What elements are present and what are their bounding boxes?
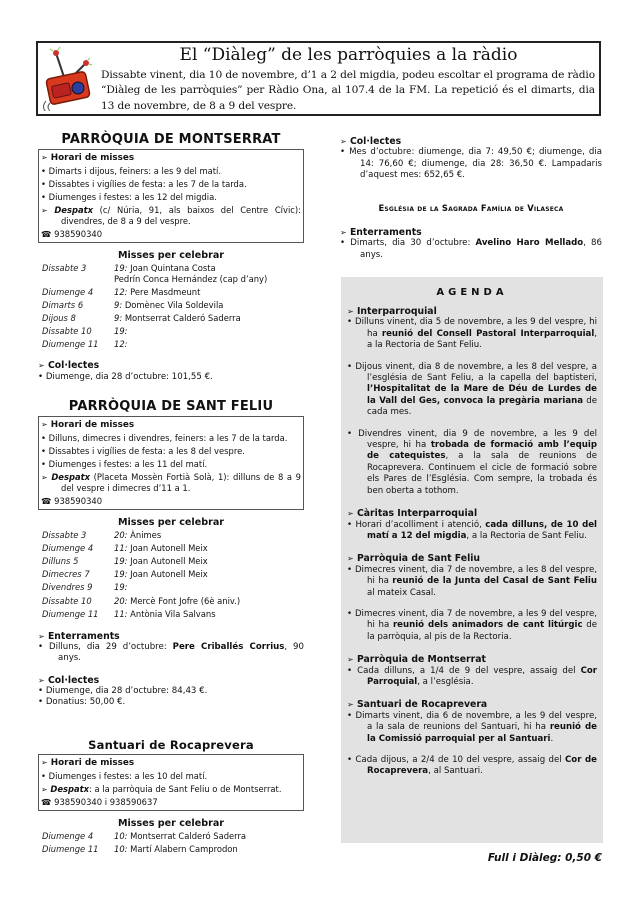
phone-icon: ☎ <box>41 496 52 507</box>
mass-hour: 20: <box>114 530 128 541</box>
agenda-item <box>347 362 597 419</box>
mass-day: Diumenge 11 <box>42 843 99 854</box>
mass-day: Dissabte 3 <box>42 530 87 541</box>
burial-suffix: , 90 anys. <box>58 642 304 664</box>
bullet-icon: • <box>38 685 44 696</box>
office-label: Despatx <box>50 783 90 794</box>
schedule-header: Horari de misses <box>50 757 135 768</box>
agenda-text: Cada dijous, a 2/4 de 10 del vespre, assaig del <box>355 755 565 765</box>
mass-hour: 12: <box>114 287 128 297</box>
collection-line: Donatius: 50,00 €. <box>45 697 126 708</box>
burial-name: Avelino Haro Mellado <box>475 238 584 249</box>
mass-hour: 11: <box>114 543 128 554</box>
santfeliu-info-box <box>38 416 304 510</box>
burial-prefix: Dilluns, dia 29 d’octubre: <box>49 642 173 653</box>
agenda-text: Cor de Rocaprevera <box>367 755 598 777</box>
agenda-text: reunió de la Junta del Casal de Sant Feliu <box>392 576 597 587</box>
agenda-section-header: Interparroquial <box>356 306 437 317</box>
agenda-item <box>347 565 597 599</box>
office-text: (c/ Núria, 91, als baixos del Centre Cívic): divendres, de 8 a 9 del vespre. <box>61 205 301 226</box>
radio-title: El “Diàleg” de les parròquies a la ràdio <box>179 45 518 65</box>
mass-names: Antònia Vila Salvans <box>130 608 216 619</box>
agenda-item <box>347 609 597 643</box>
mass-hour: 9: <box>114 313 123 324</box>
mass-hour: 19: <box>114 582 128 593</box>
arrow-icon: ➢ <box>41 420 48 430</box>
mass-row <box>42 263 304 274</box>
bullet-icon: • <box>38 371 44 382</box>
bullet-icon: • <box>41 192 46 202</box>
burials-header: Enterraments <box>349 227 422 239</box>
office-text: (Placeta Mossèn Fortià Solà, 1): dilluns de 8 a 9 del vespre i dimecres d’11 a 1. <box>61 472 301 494</box>
mass-hour: 10: <box>114 830 128 841</box>
mass-names: Joan Autonell Meix <box>130 556 208 567</box>
mass-day: Dissabte 10 <box>42 595 92 606</box>
mass-names: Pedrín Conca Hernández (cap d’any) <box>114 273 268 284</box>
rocaprevera-masses-title: Misses per celebrar <box>117 817 225 829</box>
mass-day: Diumenge 11 <box>42 608 99 619</box>
bullet-icon: • <box>347 519 353 530</box>
mass-day: Dissabte 10 <box>42 326 92 337</box>
mass-names: Martí Alabern Camprodon <box>130 843 238 854</box>
right-collections <box>340 136 602 181</box>
office-text: : a la parròquia de Sant Feliu o de Montserrat. <box>89 783 282 794</box>
left-column <box>38 132 304 856</box>
arrow-icon: ➢ <box>41 153 48 162</box>
schedule-line: Dissabtes i vigílies de festa: a les 8 del vespre. <box>48 446 245 457</box>
arrow-icon: ➢ <box>38 631 45 641</box>
arrow-icon: ➢ <box>41 206 48 215</box>
mass-day: Divendres 9 <box>42 582 93 593</box>
agenda-text: Divendres vinent, dia 9 de novembre, a les 9 del vespre, hi ha <box>358 428 597 451</box>
arrow-icon: ➢ <box>347 655 354 665</box>
schedule-line: Diumenges i festes: a les 10 del matí. <box>48 770 208 781</box>
agenda-text: . <box>550 733 554 744</box>
schedule-line: Dissabtes i vigílies de festa: a les 7 de la tarda. <box>48 179 247 189</box>
agenda-text: Dimarts vinent, dia 6 de novembre, a les 9 del vespre, a la sala de reunions del Santuari, hi ha <box>355 710 597 733</box>
collection-line: Mes d’octubre: diumenge, dia 7: 49,50 €; diumenge, dia 14: 76,60 €; diumenge, dia 28: 36,50 €. Lampadaris d’aquest mes: 652,65 €. <box>349 147 602 180</box>
montserrat-masses-title: Misses per celebrar <box>117 250 225 261</box>
mass-names: Montserrat Calderó Saderra <box>124 313 241 324</box>
burials-header: Enterraments <box>47 630 120 642</box>
mass-day: Diumenge 4 <box>42 830 94 841</box>
agenda-text: , a l’església. <box>417 676 474 687</box>
bullet-icon: • <box>340 238 346 249</box>
agenda-section-header: Parròquia de Montserrat <box>356 654 486 666</box>
collection-line: Diumenge, dia 28 d’octubre: 101,55 €. <box>45 371 213 382</box>
santfeliu-masses <box>42 529 304 621</box>
bullet-icon: • <box>41 446 46 457</box>
radio-announcement-box <box>36 41 601 116</box>
arrow-icon: ➢ <box>41 757 48 767</box>
mass-row <box>42 581 304 594</box>
agenda-text: trobada de formació amb l’equip de catequistes <box>367 440 597 462</box>
mass-names: Mercè Font Jofre (6è aniv.) <box>130 595 241 606</box>
rocaprevera-masses <box>42 830 304 856</box>
arrow-icon: ➢ <box>347 554 354 564</box>
schedule-header: Horari de misses <box>50 153 135 163</box>
office-label: Despatx <box>54 205 94 215</box>
vilaseca-title: Església de la Sagrada Família de Vilaseca <box>378 203 564 214</box>
phone-icon: ☎ <box>41 796 52 807</box>
bullet-icon: • <box>347 755 353 765</box>
montserrat-collections <box>38 360 304 383</box>
bullet-icon: • <box>41 166 46 176</box>
montserrat-title: PARRÒQUIA DE MONTSERRAT <box>61 132 281 147</box>
agenda-text: Dijous vinent, dia 8 de novembre, a les 8 del vespre, a l’església de Sant Feliu, a la capella del baptisteri, <box>355 361 597 384</box>
burial-prefix: Dimarts, dia 30 d’octubre: <box>350 238 476 249</box>
bullet-icon: • <box>41 433 46 444</box>
phone-number: 938590340 <box>54 496 103 507</box>
mass-day: Diumenge 4 <box>42 543 94 554</box>
schedule-line: Dilluns, dimecres i divendres, feiners: a les 7 de la tarda. <box>48 433 288 444</box>
bullet-icon: • <box>347 361 353 372</box>
agenda-section <box>347 508 597 542</box>
burial-name: Pere Criballés Corrius <box>172 642 285 653</box>
bullet-icon: • <box>347 665 353 676</box>
bullet-icon: • <box>41 770 46 781</box>
mass-day: Diumenge 11 <box>42 339 99 350</box>
mass-hour: 20: <box>114 595 128 606</box>
mass-hour: 12: <box>114 339 128 350</box>
phone-icon: ☎ <box>41 229 52 239</box>
arrow-icon: ➢ <box>340 137 347 146</box>
agenda-section-header: Càritas Interparroquial <box>356 508 478 520</box>
mass-names: Montserrat Calderó Saderra <box>130 830 247 841</box>
office-label: Despatx <box>51 472 90 483</box>
santfeliu-masses-title: Misses per celebrar <box>117 517 225 529</box>
agenda-text: cada dilluns, de 10 del matí a 12 del migdia <box>367 519 598 541</box>
santfeliu-title: PARRÒQUIA DE SANT FELIU <box>68 399 274 415</box>
collection-line: Diumenge, dia 28 d’octubre: 84,43 €. <box>45 685 208 696</box>
mass-row <box>42 274 304 285</box>
mass-hour: 19: <box>114 569 128 580</box>
price-label: Full i Diàleg: 0,50 € <box>487 852 602 864</box>
agenda-text: de cada mes. <box>367 395 597 418</box>
agenda-section <box>347 654 597 688</box>
vilaseca-burials <box>340 227 602 261</box>
agenda-section-header: Santuari de Rocaprevera <box>356 699 488 711</box>
agenda-item <box>347 666 597 689</box>
bullet-icon: • <box>347 608 353 619</box>
agenda-text: Dimecres vinent, dia 7 de novembre, a les 9 del vespre, hi ha <box>354 608 597 631</box>
mass-day: Dilluns 5 <box>42 556 79 567</box>
agenda-item <box>347 755 597 778</box>
agenda-title: AGENDA <box>436 287 508 298</box>
arrow-icon: ➢ <box>41 473 48 483</box>
collections-header: Col·lectes <box>47 360 100 372</box>
bullet-icon: • <box>38 642 44 653</box>
bullet-icon: • <box>347 564 353 575</box>
mass-day: Dimarts 6 <box>42 300 84 311</box>
mass-row <box>42 325 304 338</box>
agenda-box <box>341 277 603 843</box>
arrow-icon: ➢ <box>340 228 347 238</box>
mass-row <box>42 830 304 843</box>
mass-names: Pere Masdmeunt <box>130 287 201 297</box>
rocaprevera-title: Santuari de Rocaprevera <box>88 737 254 752</box>
mass-day: Dimecres 7 <box>42 569 90 580</box>
mass-day <box>42 274 114 285</box>
mass-hour: 19: <box>114 263 128 273</box>
mass-row <box>42 312 304 325</box>
agenda-text: Dilluns vinent, dia 5 de novembre, a les 9 del vespre, hi ha <box>355 317 598 339</box>
schedule-header: Horari de misses <box>50 420 135 431</box>
arrow-icon: ➢ <box>41 784 48 794</box>
mass-hour: 11: <box>114 608 128 619</box>
agenda-sections <box>347 306 597 778</box>
mass-row <box>42 299 304 312</box>
arrow-icon: ➢ <box>347 307 354 316</box>
collections-header: Col·lectes <box>349 136 402 147</box>
agenda-section <box>347 553 597 643</box>
mass-row <box>42 542 304 555</box>
schedule-line: Dimarts i dijous, feiners: a les 9 del matí. <box>48 166 222 176</box>
mass-day: Diumenge 4 <box>42 287 94 297</box>
mass-hour: 19: <box>114 556 128 567</box>
agenda-text: Dimecres vinent, dia 7 de novembre, a les 8 del vespre, hi ha <box>354 564 597 587</box>
mass-row <box>42 529 304 542</box>
mass-hour: 10: <box>114 843 128 854</box>
agenda-text: reunió de la Comissió parroquial per al Santuari <box>367 722 597 744</box>
mass-names: Joan Autonell Meix <box>130 569 208 580</box>
santfeliu-collections <box>38 675 304 709</box>
mass-row <box>42 286 304 299</box>
mass-names: Ànimes <box>130 530 162 541</box>
bullet-icon: • <box>41 459 46 470</box>
agenda-item <box>347 429 597 497</box>
mass-names: Joan Quintana Costa <box>130 263 216 273</box>
mass-row <box>42 568 304 581</box>
agenda-text: , a la Rectoria de Sant Feliu. <box>367 328 598 351</box>
arrow-icon: ➢ <box>347 700 354 710</box>
montserrat-masses <box>42 263 304 351</box>
agenda-text: , a la sala de reunions de Rocaprevera. Continuem el cicle de formació sobre els Pares de l’Església. Com sempre, la trobada és ben oberta a tothom. <box>367 451 597 496</box>
agenda-item <box>347 711 597 745</box>
mass-hour: 9: <box>114 300 123 311</box>
agenda-section <box>347 699 597 777</box>
agenda-text: Horari d’acolliment i atenció, <box>355 519 486 530</box>
radio-icon <box>42 45 100 111</box>
agenda-text: Cada dilluns, a 1/4 de 9 del vespre, assaig del <box>357 665 581 676</box>
mass-row <box>42 608 304 621</box>
mass-row <box>42 338 304 351</box>
phone-number: 938590340 i 938590637 <box>54 796 158 807</box>
mass-names: Domènec Vila Soldevila <box>124 300 224 311</box>
schedule-line: Diumenges i festes: a les 11 del matí. <box>48 459 208 470</box>
mass-row <box>42 595 304 608</box>
bullet-icon: • <box>347 710 353 721</box>
agenda-item <box>347 317 597 351</box>
collections-header: Col·lectes <box>47 674 100 686</box>
agenda-text: al mateix Casal. <box>367 587 437 598</box>
radio-text: Dissabte vinent, dia 10 de novembre, d’1 a 2 del migdia, podeu escoltar el programa de ràdio “Diàleg de les parròquies” per Ràdio Ona, al 107.4 de la FM. La repetició és el dimarts, dia 13 de novembre, de 8 a 9 del vespre. <box>101 69 595 112</box>
arrow-icon: ➢ <box>38 361 45 371</box>
bullet-icon: • <box>347 317 353 328</box>
mass-row <box>42 555 304 568</box>
agenda-text: , al Santuari. <box>428 766 483 777</box>
arrow-icon: ➢ <box>38 675 45 685</box>
phone-number: 938590340 <box>54 229 103 239</box>
agenda-text: de la parròquia, al pis de la Rectoria. <box>367 620 597 642</box>
agenda-section <box>347 306 597 497</box>
burial-suffix: , 86 anys. <box>360 238 602 260</box>
bullet-icon: • <box>41 179 46 189</box>
agenda-text: reunió del Consell Pastoral Interparroquial <box>381 328 595 339</box>
arrow-icon: ➢ <box>347 509 354 519</box>
mass-names: Joan Autonell Meix <box>130 543 208 554</box>
agenda-section-header: Parròquia de Sant Feliu <box>356 553 481 565</box>
agenda-text: l’Hospitalitat de la Mare de Déu de Lurdes de la Vall del Ges, convoca la pregària mariana <box>367 384 597 406</box>
agenda-text: reunió dels animadors de cant litúrgic <box>392 620 583 631</box>
agenda-text: , a la Rectoria de Sant Feliu. <box>466 530 587 541</box>
mass-day: Dissabte 3 <box>42 263 87 273</box>
bullet-icon: • <box>340 147 346 158</box>
schedule-line: Diumenges i festes: a les 12 del migdia. <box>48 192 217 202</box>
montserrat-info-box <box>38 149 304 243</box>
santfeliu-burials <box>38 631 304 665</box>
agenda-item <box>347 520 597 543</box>
right-column <box>340 136 602 261</box>
mass-hour: 19: <box>114 326 128 337</box>
mass-row <box>42 843 304 856</box>
agenda-text: Cor Parroquial <box>367 665 598 687</box>
bullet-icon: • <box>347 428 353 439</box>
rocaprevera-info-box <box>38 754 304 811</box>
bullet-icon: • <box>38 697 44 708</box>
mass-day: Dijous 8 <box>42 313 76 324</box>
